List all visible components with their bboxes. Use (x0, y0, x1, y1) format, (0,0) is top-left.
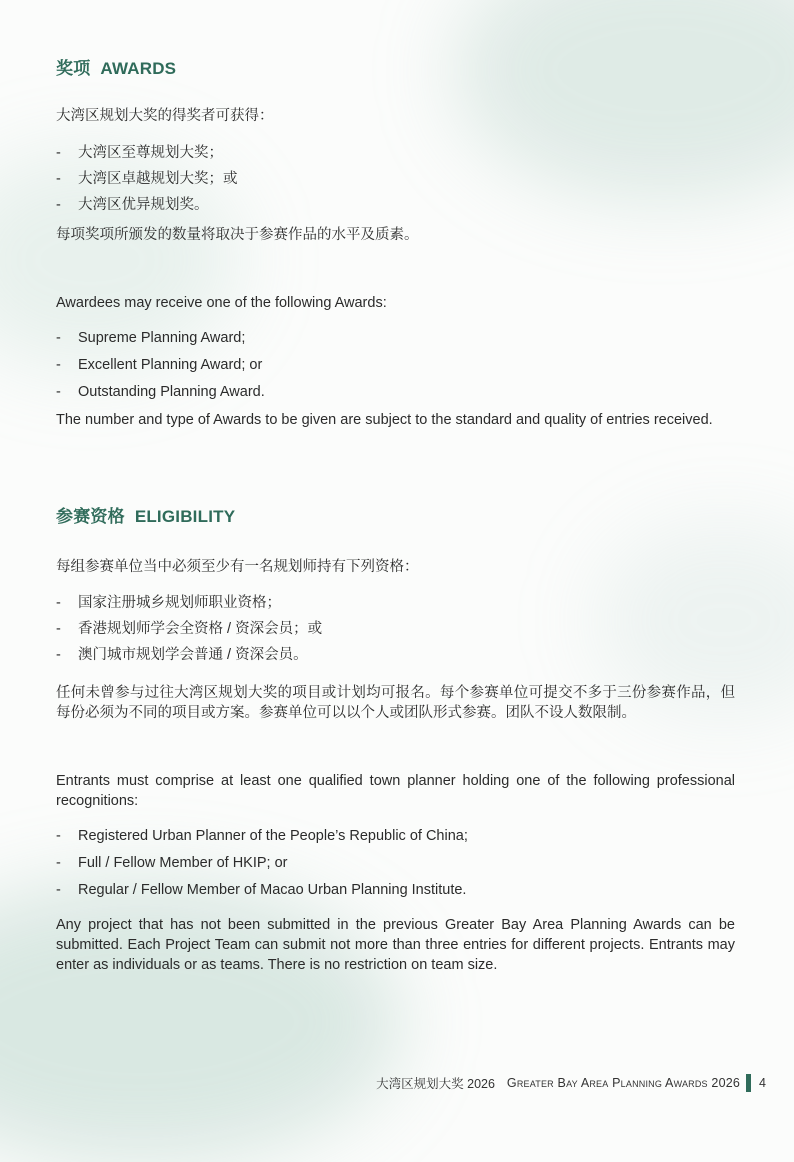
eligibility-en-list-wrap (56, 826, 735, 907)
eligibility-intro-en: Entrants must comprise at least one qualified town planner holding one of the following professional recognitions: (56, 773, 735, 809)
awards-intro-zh: 大湾区规划大奖的得奖者可获得： (56, 108, 274, 124)
eligibility-intro-zh-wrap (56, 557, 735, 577)
eligibility-note-en: Any project that has not been submitted in the previous Greater Bay Area Planning Awards can be submitted. Each Project Team can submit not more than three entries for different projects. Entrants may enter as individuals or as teams. There is no restriction on team size. (56, 917, 735, 973)
list-item: - Supreme Planning Award; (56, 328, 735, 355)
awards-zh-list-wrap (56, 143, 735, 221)
awards-zh-section (56, 106, 735, 126)
list-item: - 国家注册城乡规划师职业资格； (56, 593, 735, 619)
awards-heading (56, 54, 176, 79)
awards-intro-en: Awardees may receive one of the following Awards: (56, 295, 387, 311)
list-item: - Regular / Fellow Member of Macao Urban Planning Institute. (56, 880, 735, 907)
list-item: - 大湾区至尊规划大奖； (56, 143, 735, 169)
eligibility-zh-list-wrap (56, 593, 735, 671)
footer-title-zh: 大湾区规划大奖 2026 (376, 1077, 495, 1091)
eligibility-note-zh: 任何未曾参与过往大湾区规划大奖的项目或计划均可报名。每个参赛单位可提交不多于三份参赛作品，但每份必须为不同的项目或方案。参赛单位可以以个人或团队形式参赛。团队不设人数限制。 (56, 685, 735, 721)
page-number: 4 (759, 1076, 766, 1090)
list-item: - 澳门城市规划学会普通 / 资深会员。 (56, 645, 735, 671)
awards-heading-zh: 奖项 (56, 59, 91, 78)
awards-note-zh-wrap (56, 225, 735, 245)
list-item: - Excellent Planning Award; or (56, 355, 735, 382)
footer-accent-bar (746, 1074, 751, 1092)
page-footer (376, 1074, 766, 1092)
list-item: - 香港规划师学会全资格 / 资深会员；或 (56, 619, 735, 645)
awards-en-section (56, 293, 735, 313)
awards-list-zh (56, 143, 735, 221)
eligibility-intro-zh: 每组参赛单位当中必须至少有一名规划师持有下列资格： (56, 559, 419, 575)
eligibility-heading (56, 502, 235, 527)
eligibility-list-zh (56, 593, 735, 671)
list-item: - 大湾区卓越规划大奖；或 (56, 169, 735, 195)
eligibility-heading-zh: 参赛资格 (56, 507, 125, 526)
awards-note-zh: 每项奖项所颁发的数量将取决于参赛作品的水平及质素。 (56, 227, 419, 243)
eligibility-note-zh-wrap (56, 683, 735, 723)
list-item: - Registered Urban Planner of the People’s Republic of China; (56, 826, 735, 853)
awards-heading-en: AWARDS (100, 59, 177, 78)
footer-title-en: Greater Bay Area Planning Awards 2026 (506, 1076, 741, 1090)
list-item: - Full / Fellow Member of HKIP; or (56, 853, 735, 880)
awards-list-en (56, 328, 735, 409)
list-item: - 大湾区优异规划奖。 (56, 195, 735, 221)
eligibility-intro-en-wrap (56, 771, 735, 811)
eligibility-note-en-wrap (56, 915, 735, 975)
awards-note-en: The number and type of Awards to be given are subject to the standard and quality of entries received. (56, 412, 713, 428)
eligibility-heading-en: ELIGIBILITY (134, 507, 236, 526)
list-item: - Outstanding Planning Award. (56, 382, 735, 409)
eligibility-list-en (56, 826, 735, 907)
awards-en-list-wrap (56, 328, 735, 409)
awards-note-en-wrap (56, 410, 735, 430)
